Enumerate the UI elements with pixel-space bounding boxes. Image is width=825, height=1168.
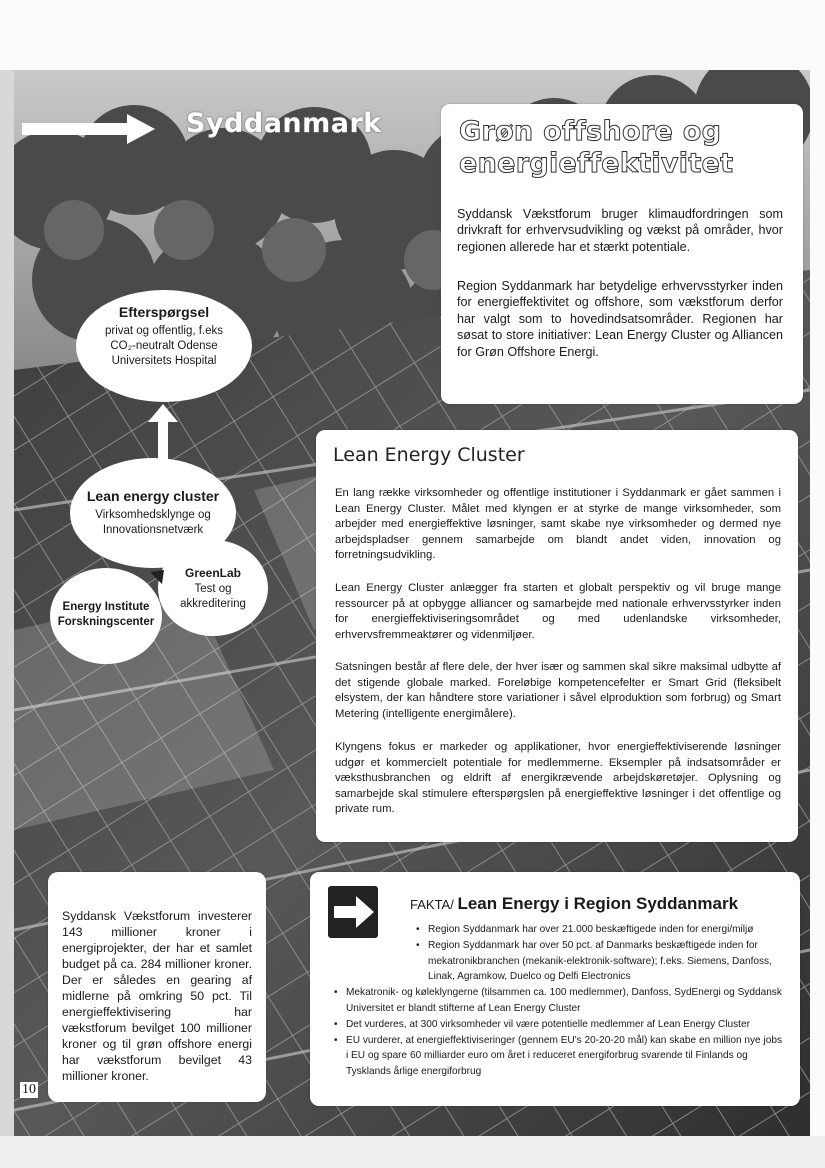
arrow-diagonal-icon [138, 568, 166, 596]
demand-bubble-title: Efterspørgsel [118, 304, 210, 320]
greenlab-bubble-text: Test og akkreditering [180, 583, 246, 610]
green-offshore-box [441, 104, 803, 404]
greenlab-bubble-title: GreenLab [184, 566, 241, 580]
demand-bubble-text: privat og offentlig, f.eks CO₂-neutralt Odense Universitets Hospital [104, 325, 224, 367]
fakta-item: • Det vurderes, at 300 virksomheder vil være potentielle medlemmer af Lean Energy Cluster [330, 1017, 786, 1033]
lean-energy-cluster-box [316, 430, 798, 842]
lean-energy-paragraph: En lang række virksomheder og offentlige institutioner i Syddanmark er gået sammen i Lean Energy Cluster. Målet med klyngen er at styrke de mange virksomheder, som arbejder med energieffektive løsninger, samt skabe nye virksomheder og dermed nye arbejdspladser gennem samarbejde om blandt andet viden, innovation og forretningsudvikling. [335, 487, 781, 562]
arrow-up-icon [148, 404, 178, 462]
fakta-title: Lean Energy i Region Syddanmark [457, 894, 739, 913]
fakta-item: • Mekatronik- og køleklyngerne (tilsammen ca. 100 medlemmer), Danfoss, SydEnergi og Syddansk Universitet er blandt stifterne af Lean Energy Cluster [330, 985, 786, 1017]
banner-arrow-icon [22, 112, 157, 146]
green-offshore-paragraph: Region Syddanmark har betydelige erhvervsstyrker inden for energieffektivitet og offshore, som vækstforum derfor har valgt som to hovedindsatsområder. Regionen har søsat to store initiativer: Lean Energy Cluster og Alliancen for Grøn Offshore Energi. [457, 279, 783, 359]
investment-text: Syddansk Vækstforum investerer 143 millioner kroner i energiprojekter, der har et samlet budget på ca. 284 millioner kroner. Der er således en gearing af midlerne på omkring 50 pct. Til energieffektivisering har vækstforum bevilget 100 millioner kroner og til grøn offshore energi har vækstforum bevilget 43 millioner kroner. [62, 909, 252, 1083]
lean-energy-paragraph: Klyngens fokus er markeder og applikationer, hvor energieffektiviserende løsninger udgør et kommercielt potentiale for medlemmerne. Eksempler på indsatsområder er væksthusbranchen og eldrift af energikrævende arbejdskøretøjer. Oplysning og samarbejde skal stimulere efterspørgslen på energieffektive løsninger i det offentlige og private rum. [335, 741, 781, 816]
lean-energy-cluster-title: Lean Energy Cluster [333, 444, 525, 466]
page-margin-left [0, 70, 14, 1138]
green-offshore-paragraph: Syddansk Vækstforum bruger klimaudfordringen som drivkraft for erhvervsudvikling og vækst på områder, hvor regionen allerede har et stærkt potentiale. [457, 207, 783, 254]
fakta-heading [410, 894, 738, 914]
fakta-list [330, 922, 786, 1080]
lean-energy-paragraph: Satsningen består af flere dele, der hver især og sammen skal sikre maksimal udbytte af det stigende globale marked. Foreløbige kompetencefelter er Smart Grid (fleksibelt elsystem, der kan håndtere store variationer i såvel elproduktion som forbrug) og Smart Metering (intelligente energimålere). [335, 661, 781, 720]
fakta-item: • Region Syddanmark har over 21.000 beskæftigede inden for energi/miljø [412, 922, 786, 938]
energy-institute-bubble-title: Energy Institute Forskningscenter [57, 601, 155, 628]
lean-cluster-bubble-text: Virksomhedsklynge og Innovationsnetværk [95, 509, 211, 536]
lean-energy-paragraph: Lean Energy Cluster anlægger fra starten et globalt perspektiv og vil bruge mange ressourcer på at opbygge alliancer og samarbejde med nationale erhvervsstyrker inden for energieffektiviseringsområdet og med udenlandske virksomheder, erhvervsfremmeaktører og videnmiljøer. [335, 582, 781, 641]
page-number: 10 [22, 1082, 36, 1097]
fakta-box [310, 872, 800, 1106]
green-offshore-title: Grøn offshore og energieffektivitet [459, 116, 734, 179]
demand-bubble [76, 290, 252, 402]
investment-box [48, 872, 266, 1102]
greenlab-bubble [158, 540, 268, 636]
fakta-item: • EU vurderer, at energieffektiviseringer (gennem EU's 20-20-20 mål) kan skabe en million nye jobs i EU og spare 60 milliarder euro om året i reduceret energiforbrug svarende til Finlands og Tysklands årlige energiforbrug [330, 1033, 786, 1080]
page-margin-bottom [0, 1136, 825, 1168]
fakta-prefix: FAKTA/ [410, 897, 454, 912]
fakta-item: • Region Syddanmark har over 50 pct. af Danmarks beskæftigede inden for mekatronikbranchen (mekanik-elektronik-software); f.eks. Siemens, Danfoss, Linak, Agramkow, Duelco og Delfi Electronics [412, 938, 786, 985]
region-title: Syddanmark [186, 108, 382, 139]
lean-cluster-bubble-title: Lean energy cluster [86, 488, 220, 504]
